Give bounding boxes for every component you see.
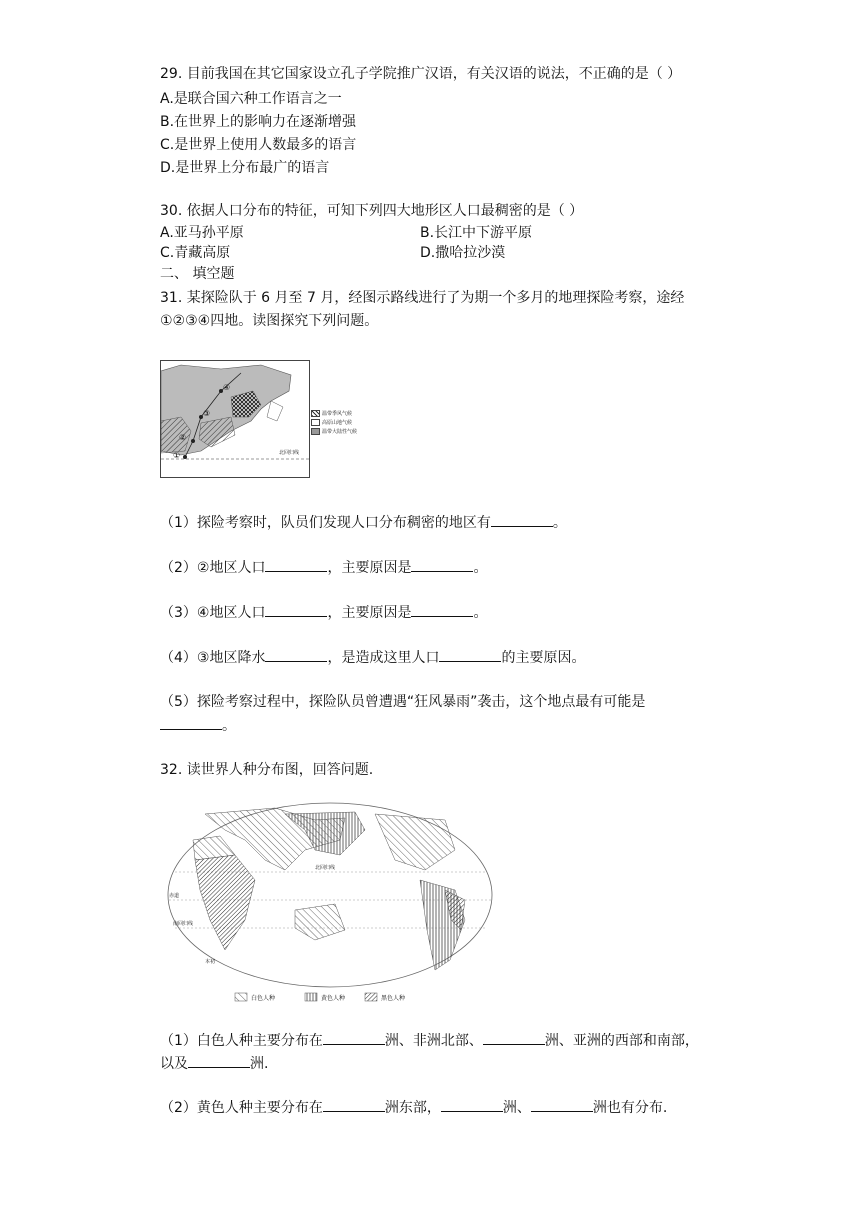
map2-label-equator: 赤道 (169, 893, 180, 899)
answer-blank[interactable] (323, 1097, 385, 1112)
answer-blank[interactable] (265, 602, 327, 617)
answer-blank[interactable] (265, 557, 327, 572)
q31-part5-line2: 。 (160, 715, 236, 736)
q29-option-a: A.是联合国六种工作语言之一 (160, 91, 342, 107)
q30-option-b: B.长江中下游平原 (420, 225, 533, 241)
legend-continental: 温带大陆性气候 (322, 429, 358, 435)
q29-option-d: D.是世界上分布最广的语言 (160, 160, 330, 176)
legend-black: 黑色人种 (381, 995, 406, 1002)
answer-blank[interactable] (265, 647, 327, 662)
q30-option-a: A.亚马孙平原 (160, 225, 244, 241)
map2-label-meridian: 本初 (205, 959, 216, 965)
q31-part2: （2）②地区人口 ，主要原因是 。 (160, 557, 487, 578)
answer-blank[interactable] (160, 715, 222, 730)
map1-legend (311, 410, 357, 437)
q31-part1: （1）探险考察时，队员们发现人口分布稠密的地区有 。 (160, 512, 567, 533)
q31-part3: （3）④地区人口 ，主要原因是 。 (160, 602, 487, 623)
q32-part2: （2）黄色人种主要分布在 洲东部， 洲、 洲也有分布. (160, 1097, 667, 1118)
answer-blank[interactable] (531, 1097, 593, 1112)
map2-label-tropic-north: 北回归线 (315, 865, 336, 871)
map1-mark-2: ② (179, 433, 187, 442)
q31-part4: （4）③地区降水 ，是造成这里人口 的主要原因。 (160, 647, 585, 668)
answer-blank[interactable] (439, 647, 501, 662)
answer-blank[interactable] (483, 1030, 545, 1045)
q30-option-d: D.撒哈拉沙漠 (420, 245, 506, 261)
section-heading: 二、 填空题 (160, 266, 235, 282)
q30-stem: 30. 依据人口分布的特征，可知下列四大地形区人口最稠密的是（ ） (160, 203, 584, 219)
answer-blank[interactable] (323, 1030, 385, 1045)
map2-label-tropic-south: 南回归线 (173, 921, 194, 927)
q31-stem-line2: ①②③④四地。读图探究下列问题。 (160, 313, 379, 329)
legend-yellow: 黄色人种 (321, 995, 346, 1002)
q32-part1-line2: 以及 洲. (160, 1053, 268, 1074)
legend-highland: 高原山地气候 (322, 420, 353, 426)
map1-tropic-label: 北回归线 (279, 450, 300, 456)
map1-mark-1: ① (173, 451, 181, 460)
q30-option-c: C.青藏高原 (160, 245, 231, 261)
answer-blank[interactable] (188, 1053, 250, 1068)
china-route-map (160, 360, 310, 478)
answer-blank[interactable] (491, 512, 553, 527)
q29-option-b: B.在世界上的影响力在逐渐增强 (160, 114, 357, 130)
map1-mark-4: ④ (223, 383, 231, 392)
q29-option-c: C.是世界上使用人数最多的语言 (160, 137, 357, 153)
answer-blank[interactable] (441, 1097, 503, 1112)
q29-stem: 29. 目前我国在其它国家设立孔子学院推广汉语，有关汉语的说法，不正确的是（ ） (160, 66, 682, 82)
q31-stem-line1: 31. 某探险队于 6 月至 7 月，经图示路线进行了为期一个多月的地理探险考察，途经 (160, 290, 685, 306)
q31-part5-line1: （5）探险考察过程中，探险队员曾遭遇“狂风暴雨”袭击，这个地点最有可能是 (160, 694, 646, 710)
world-race-map (165, 800, 495, 1010)
answer-blank[interactable] (411, 557, 473, 572)
q32-stem: 32. 读世界人种分布图，回答问题. (160, 762, 374, 778)
q32-part1-line1: （1）白色人种主要分布在 洲、非洲北部、 洲、亚洲的西部和南部， (160, 1030, 699, 1051)
answer-blank[interactable] (411, 602, 473, 617)
legend-monsoon: 温带季风气候 (322, 411, 353, 417)
map1-mark-3: ③ (203, 409, 211, 418)
legend-white: 白色人种 (251, 995, 276, 1002)
